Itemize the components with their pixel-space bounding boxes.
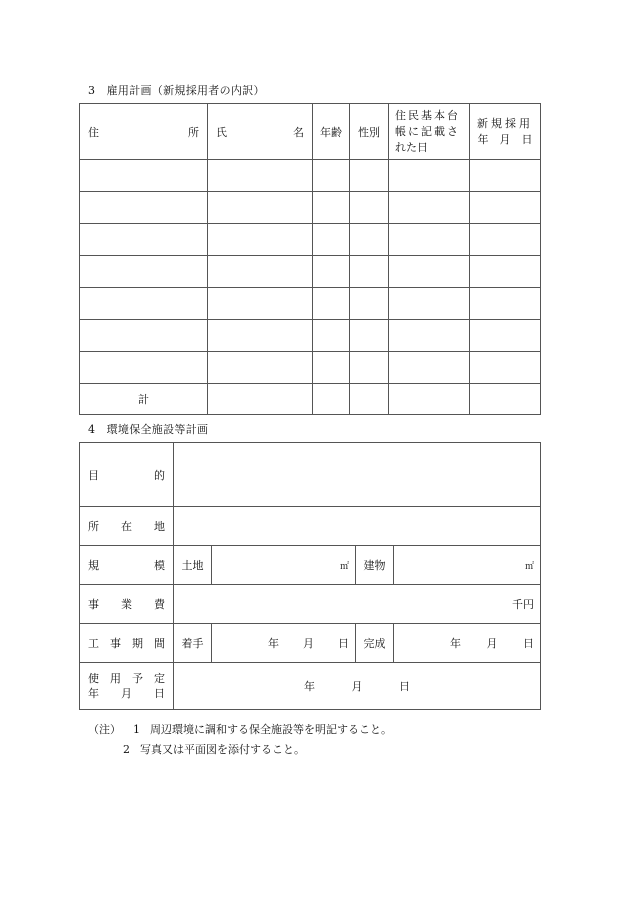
use-plan-row — [80, 663, 541, 710]
use-plan-label: 使 用 予 定 年 月 日 — [80, 663, 174, 710]
scale-label: 規 模 — [80, 546, 174, 585]
employment-plan-table — [79, 103, 541, 415]
cost-row — [80, 585, 541, 624]
section3-title: 3 雇用計画（新規採用者の内訳） — [88, 84, 265, 97]
period-label: 工 事 期 間 — [80, 624, 174, 663]
header-age: 年齢 — [313, 104, 350, 160]
period-row — [80, 624, 541, 663]
scale-row — [80, 546, 541, 585]
note-2: 2 写真又は平面図を添付すること。 — [123, 743, 305, 756]
header-sex: 性別 — [350, 104, 389, 160]
complete-date: 年 月 日 — [394, 624, 541, 663]
note-prefix: （注） — [88, 723, 121, 736]
purpose-row — [80, 443, 541, 507]
location-row — [80, 507, 541, 546]
building-unit: ㎡ — [524, 561, 534, 572]
total-row — [80, 384, 541, 415]
building-value — [394, 546, 541, 585]
cost-label: 事 業 費 — [80, 585, 174, 624]
environment-plan-table — [79, 442, 541, 710]
purpose-label: 目 的 — [80, 443, 174, 507]
note-1: （注） 1 周辺環境に調和する保全施設等を明記すること。 — [88, 723, 392, 736]
table-row — [80, 288, 541, 320]
location-value — [174, 507, 541, 546]
table-row — [80, 352, 541, 384]
land-unit: ㎡ — [339, 561, 349, 572]
location-label: 所 在 地 — [80, 507, 174, 546]
table-row — [80, 320, 541, 352]
header-hire-date: 新規採用 年 月 日 — [470, 104, 541, 160]
start-label: 着手 — [174, 624, 212, 663]
header-registry-date: 住民基本台 帳に記載さ れた日 — [389, 104, 470, 160]
use-plan-date: 年 月 日 — [174, 663, 541, 710]
header-address: 住 所 — [80, 104, 208, 160]
section4-title: 4 環境保全施設等計画 — [88, 423, 209, 436]
land-value — [212, 546, 356, 585]
cost-value — [174, 585, 541, 624]
total-label: 計 — [80, 384, 208, 415]
cost-unit: 千円 — [512, 598, 534, 611]
complete-label: 完成 — [356, 624, 394, 663]
purpose-value — [174, 443, 541, 507]
table-header-row — [80, 104, 541, 160]
start-date: 年 月 日 — [212, 624, 356, 663]
table-row — [80, 256, 541, 288]
land-label: 土地 — [174, 546, 212, 585]
building-label: 建物 — [356, 546, 394, 585]
table-row — [80, 192, 541, 224]
table-row — [80, 224, 541, 256]
header-name: 氏 名 — [208, 104, 313, 160]
table-row — [80, 160, 541, 192]
